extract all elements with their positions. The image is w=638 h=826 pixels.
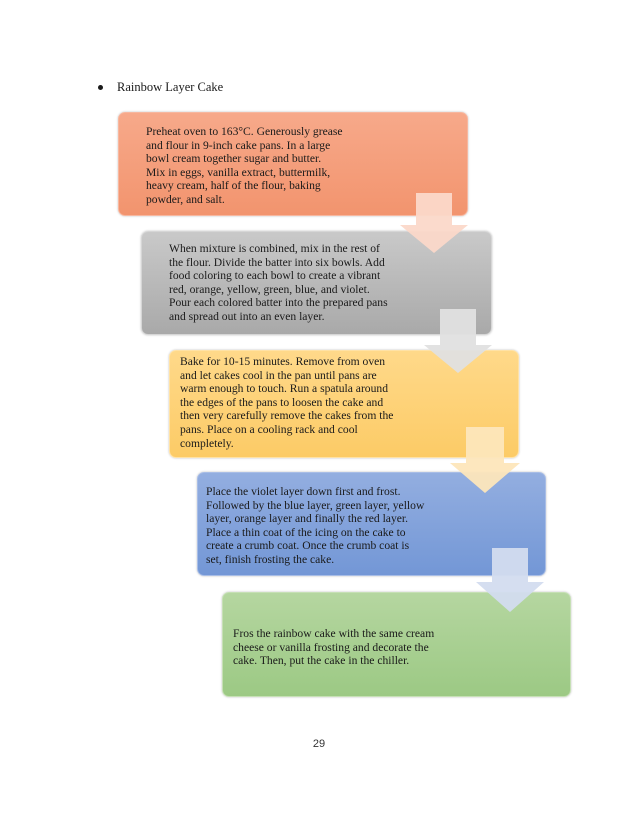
down-arrow-icon <box>448 427 522 495</box>
step-text-2: When mixture is combined, mix in the rest of the flour. Divide the batter into six bowls. Add food coloring to each bowl to create a vibrant red, orange, yellow, green, blue, and violet. Pour each colored batter into the prepared pans and spread out into an even layer. <box>169 242 388 323</box>
heading-text: Rainbow Layer Cake <box>117 79 224 94</box>
down-arrow-icon <box>474 548 546 614</box>
down-arrow-icon <box>422 309 494 375</box>
step-text-4: Place the violet layer down first and frost. Followed by the blue layer, green layer, yellow layer, orange layer and finally the red layer. Place a thin coat of the icing on the cake to create a crumb coat. Once the crumb coat is set, finish frosting the cake. <box>206 485 425 566</box>
page-number: 29 <box>312 738 326 750</box>
down-arrow-icon <box>398 193 470 255</box>
heading-list-item <box>98 78 223 96</box>
step-text-1: Preheat oven to 163°C. Generously grease and flour in 9-inch cake pans. In a large bowl cream together sugar and butter. Mix in eggs, vanilla extract, buttermilk, heavy cream, half of the flour, baking powder, and salt. <box>146 125 343 206</box>
step-text-5: Fros the rainbow cake with the same cream cheese or vanilla frosting and decorate the cake. Then, put the cake in the chiller. <box>233 627 435 668</box>
step-text-3: Bake for 10-15 minutes. Remove from oven and let cakes cool in the pan until pans are warm enough to touch. Run a spatula around the edges of the pans to loosen the cake and then very carefully remove the cakes from the pans. Place on a cooling rack and cool completely. <box>180 355 394 450</box>
bullet-icon <box>98 85 103 90</box>
